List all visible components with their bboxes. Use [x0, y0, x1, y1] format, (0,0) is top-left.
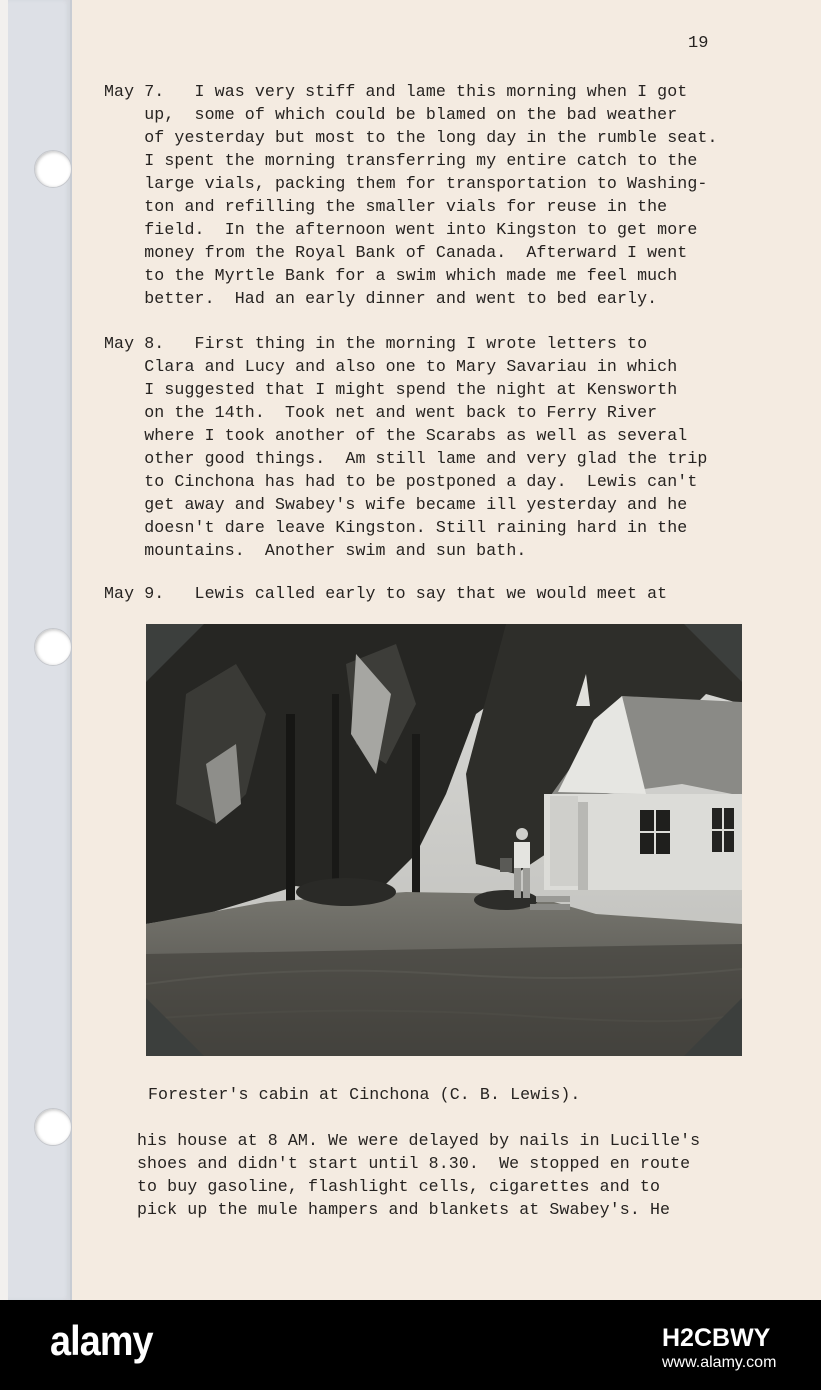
photo-caption: Forester's cabin at Cinchona (C. B. Lewis). — [148, 1085, 581, 1104]
entry-line: to Cinchona has had to be postponed a day. Lewis can't — [104, 472, 698, 491]
page-number: 19 — [688, 34, 709, 53]
photo-corner-top-left — [146, 624, 204, 682]
entry-line: large vials, packing them for transportation to Washing- — [104, 174, 708, 193]
entry-line: mountains. Another swim and sun bath. — [104, 541, 527, 560]
entry-line: money from the Royal Bank of Canada. Afterward I went — [104, 243, 688, 262]
entry-line: doesn't dare leave Kingston. Still raining hard in the — [104, 518, 688, 537]
entry-line: to buy gasoline, flashlight cells, cigarettes and to — [137, 1177, 661, 1196]
entry-line: field. In the afternoon went into Kingston to get more — [104, 220, 698, 239]
watermark-url: www.alamy.com — [662, 1354, 777, 1371]
entry-line: ton and refilling the smaller vials for reuse in the — [104, 197, 668, 216]
entry-line: on the 14th. Took net and went back to Ferry River — [104, 403, 658, 422]
photo-corner-bottom-left — [146, 998, 204, 1056]
entry-line: of yesterday but most to the long day in the rumble seat. — [104, 128, 718, 147]
entry-line: where I took another of the Scarabs as well as several — [104, 426, 688, 445]
punch-hole-middle — [34, 628, 72, 666]
entry-line: May 7. I was very stiff and lame this morning when I got — [104, 82, 688, 101]
entry-line: May 9. Lewis called early to say that we would meet at — [104, 584, 668, 603]
watermark-stock-id: H2CBWY — [662, 1324, 771, 1352]
punch-hole-top — [34, 150, 72, 188]
entry-line: May 8. First thing in the morning I wrote letters to — [104, 334, 648, 353]
binder-strip — [8, 0, 72, 1300]
punch-hole-bottom — [34, 1108, 72, 1146]
entry-line: shoes and didn't start until 8.30. We stopped en route — [137, 1154, 691, 1173]
entry-line: get away and Swabey's wife became ill yesterday and he — [104, 495, 688, 514]
cabin-photo-illustration — [146, 624, 742, 1056]
entry-line: I spent the morning transferring my entire catch to the — [104, 151, 698, 170]
entry-line: up, some of which could be blamed on the bad weather — [104, 105, 678, 124]
entry-line: other good things. Am still lame and very glad the trip — [104, 449, 708, 468]
entry-line: Clara and Lucy and also one to Mary Savariau in which — [104, 357, 678, 376]
watermark-brand: alamy — [50, 1317, 153, 1364]
entry-line: his house at 8 AM. We were delayed by nails in Lucille's — [137, 1131, 701, 1150]
mounted-photograph — [146, 624, 742, 1056]
photo-corner-top-right — [684, 624, 742, 682]
photo-corner-bottom-right — [684, 998, 742, 1056]
entry-line: to the Myrtle Bank for a swim which made me feel much — [104, 266, 678, 285]
entry-line: pick up the mule hampers and blankets at Swabey's. He — [137, 1200, 671, 1219]
entry-line: better. Had an early dinner and went to bed early. — [104, 289, 658, 308]
entry-line: I suggested that I might spend the night at Kensworth — [104, 380, 678, 399]
